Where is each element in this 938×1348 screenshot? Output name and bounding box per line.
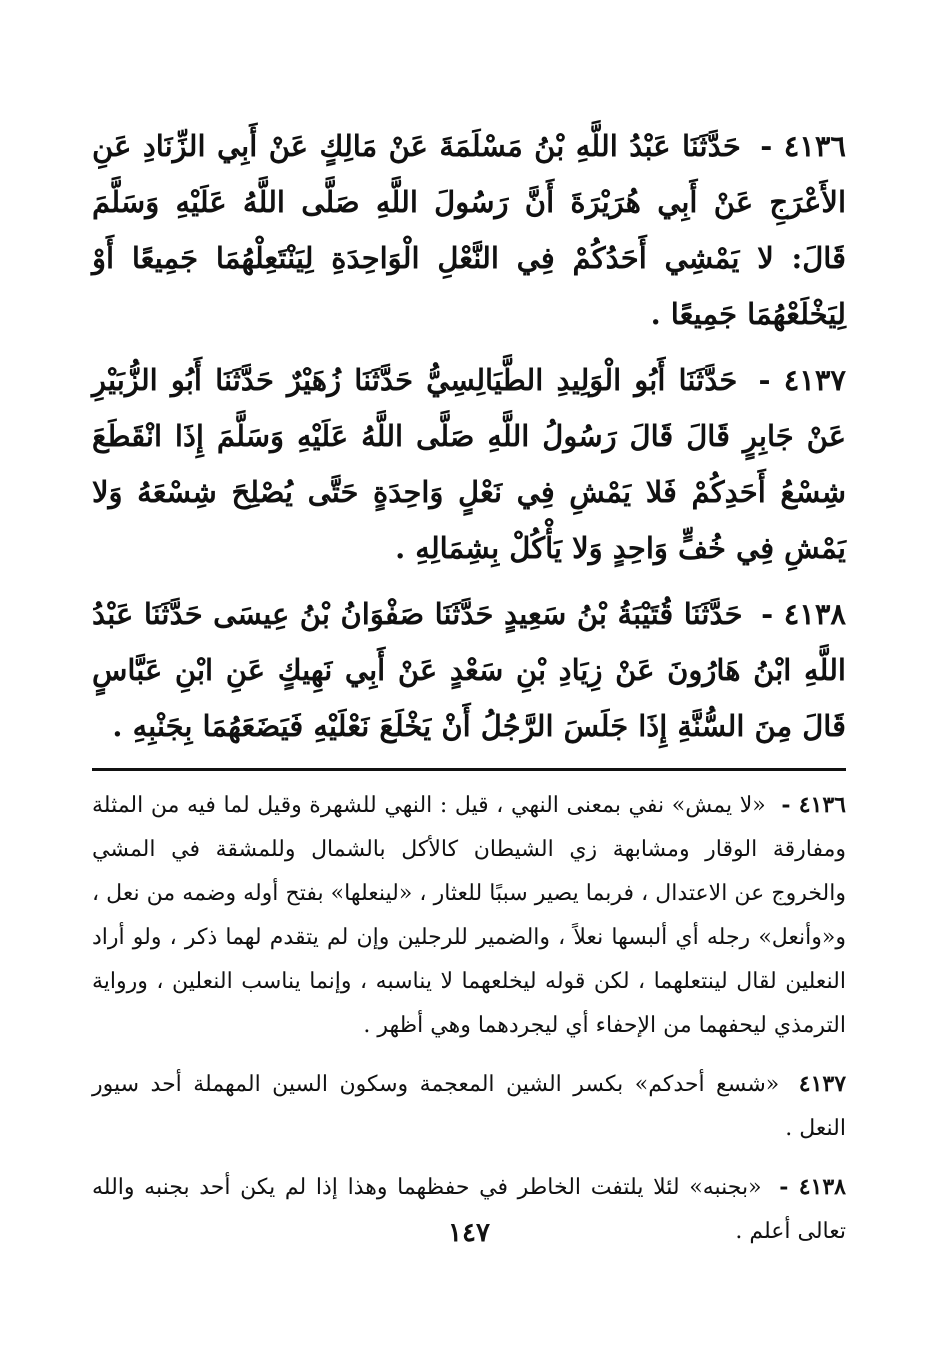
note-number: ٤١٣٨ - xyxy=(779,1174,846,1200)
note-text: «بجنبه» لئلا يلتفت الخاطر في حفظهما وهذا إذا لم يكن أحد بجنبه والله تعالى أعلم . xyxy=(92,1175,846,1244)
page-number: ١٤٧ xyxy=(448,1218,490,1248)
note-number: ٤١٣٧ xyxy=(798,1071,847,1097)
hadith-text: حَدَّثَنَا أَبُو الْوَلِيدِ الطَّيَالِسِيُّ حَدَّثَنَا زُهَيْرٌ حَدَّثَنَا أَبُو الزُّبَيْرِ عَنْ جَابِرٍ قَالَ قَالَ رَسُولُ اللَّهِ صَلَّى اللَّهُ عَلَيْهِ وَسَلَّمَ إِذَا انْقَطَعَ شِسْعُ أَحَدِكُمْ فَلا يَمْشِ فِي نَعْلٍ وَاحِدَةٍ حَتَّى يُصْلِحَ شِسْعَهُ وَلا يَمْشِ فِي خُفٍّ وَاحِدٍ وَلا يَأْكُلْ بِشِمَالِهِ . xyxy=(92,363,846,565)
note-text: «لا يمش» نفي بمعنى النهي ، قيل : النهي للشهرة وقيل لما فيه من المثلة ومفارقة الوقار ومشابهة زي الشيطان كالأكل بالشمال وللمشقة في المشي والخروج عن الاعتدال ، فربما يصير سببًا للعثار ، «لينعلها» بفتح أوله وضمه من نعل ، و«وأنعل» رجله أي ألبسها نعلاً ، والضمير للرجلين وإن لم يتقدم لهما ذكر ، ولو أراد النعلين لقال لينتعلهما ، لكن قوله ليخلعهما لا يناسبه ، وإنما يناسب النعلين ، ورواية الترمذي ليحفهما من الإحفاء أي ليجردهما وهي أظهر . xyxy=(92,793,846,1038)
footnote-divider xyxy=(92,768,846,771)
hadith-text: حَدَّثَنَا قُتَيْبَةُ بْنُ سَعِيدٍ حَدَّثَنَا صَفْوَانُ بْنُ عِيسَى حَدَّثَنَا عَبْدُ اللَّهِ ابْنُ هَارُونَ عَنْ زِيَادِ بْنِ سَعْدٍ عَنْ أَبِي نَهِيكٍ عَنِ ابْنِ عَبَّاسٍ قَالَ مِنَ السُّنَّةِ إِذَا جَلَسَ الرَّجُلُ أَنْ يَخْلَعَ نَعْلَيْهِ فَيَضَعَهُمَا بِجَنْبِهِ . xyxy=(92,597,846,743)
note-text: «شسع أحدكم» بكسر الشين المعجمة وسكون السين المهملة أحد سيور النعل . xyxy=(92,1072,846,1141)
hadith-4137 xyxy=(92,352,846,576)
hadith-text: حَدَّثَنَا عَبْدُ اللَّهِ بْنُ مَسْلَمَةَ عَنْ مَالِكٍ عَنْ أَبِي الزِّنَادِ عَنِ الأَعْرَجِ عَنْ أَبِي هُرَيْرَةَ أَنَّ رَسُولَ اللَّهِ صَلَّى اللَّهُ عَلَيْهِ وَسَلَّمَ قَالَ: لا يَمْشِي أَحَدُكُمْ فِي النَّعْلِ الْوَاحِدَةِ لِيَنْتَعِلْهُمَا جَمِيعًا أَوْ لِيَخْلَعْهُمَا جَمِيعًا . xyxy=(92,129,846,331)
commentary-section xyxy=(92,783,846,1254)
hadith-4136 xyxy=(92,118,846,342)
hadith-number: ٤١٣٧ - xyxy=(758,363,846,397)
note-4137 xyxy=(92,1062,846,1151)
hadith-4138 xyxy=(92,586,846,754)
note-number: ٤١٣٦ - xyxy=(781,792,846,818)
hadith-number: ٤١٣٨ - xyxy=(761,597,846,631)
hadith-number: ٤١٣٦ - xyxy=(760,129,846,163)
hadith-section xyxy=(92,118,846,754)
note-4136 xyxy=(92,783,846,1048)
